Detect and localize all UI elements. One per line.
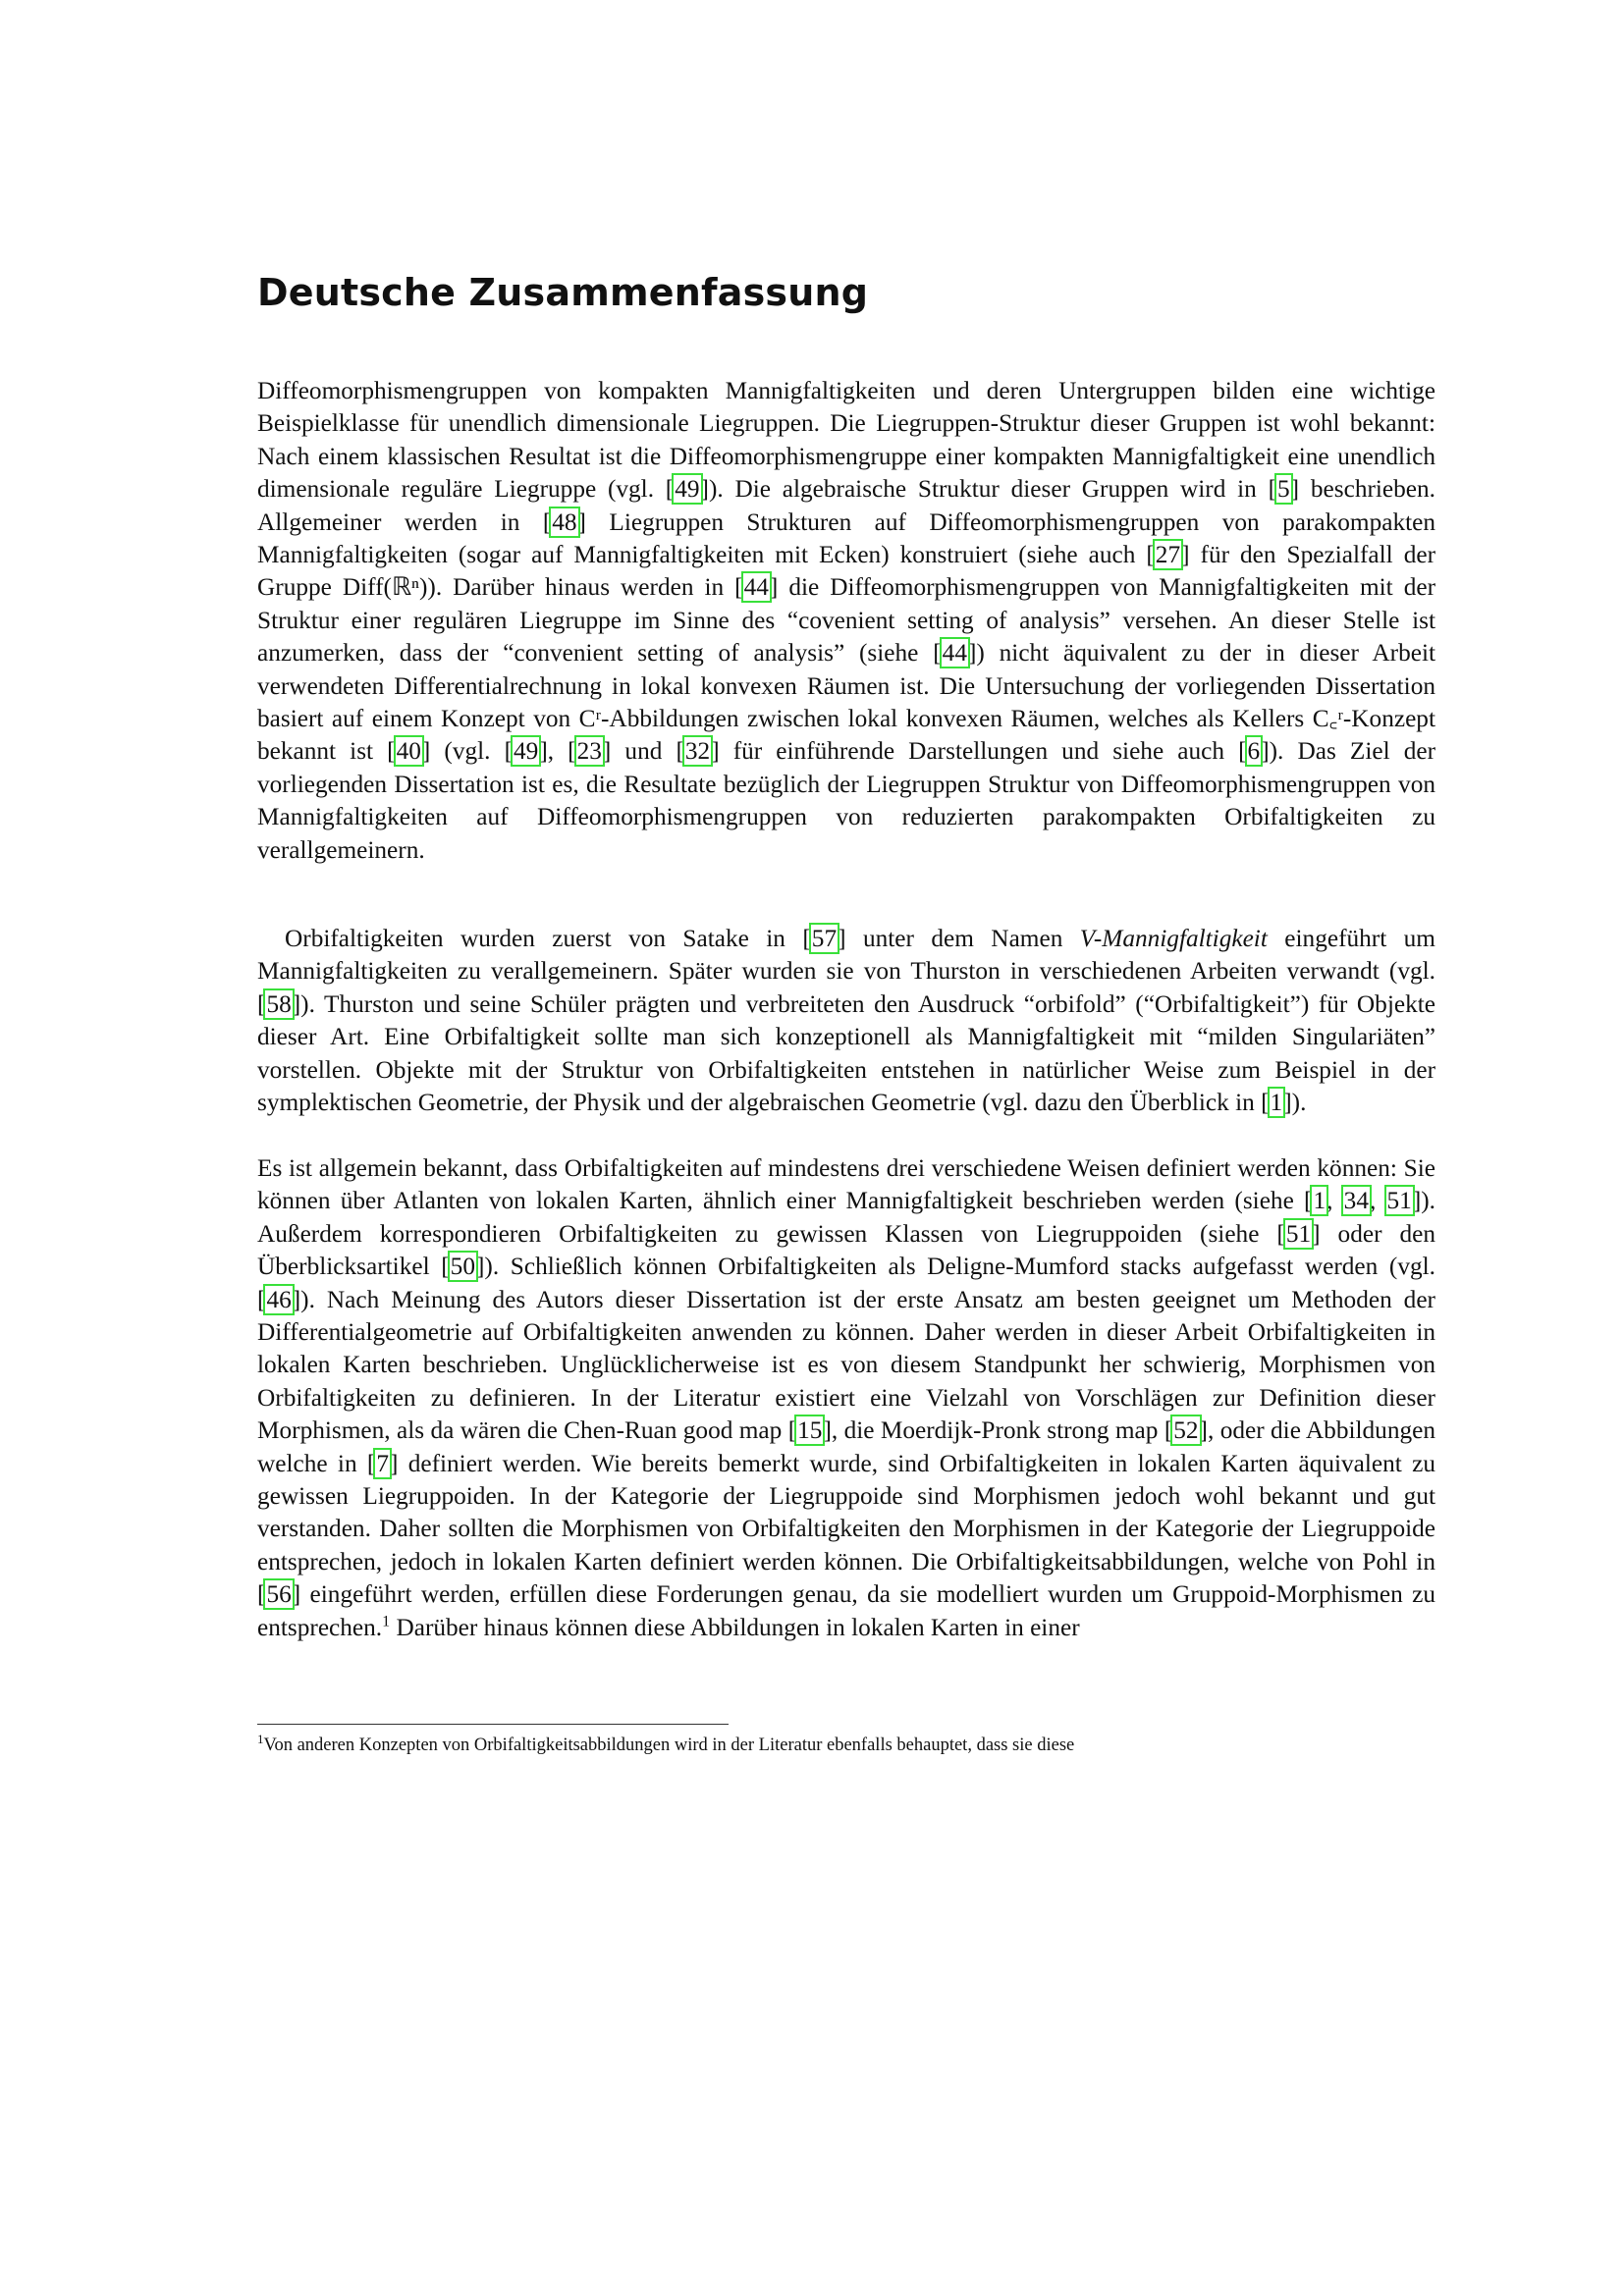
text-run: für einführende Darstellungen und siehe auch <box>719 737 1239 766</box>
text-run: die Diffeomorphismengruppen von Mannigfaltigkeiten mit der Struktur einer regulären Liegruppe im Sinne des “covenient setting of analysis” versehen. An dieser Stelle ist anzumerken, dass der “convenient setting of analysis” (siehe <box>257 573 1435 667</box>
text-run: unter dem Namen <box>845 925 1080 952</box>
text-run: ). Außerdem korrespondieren Orbifaltigkeiten zu gewissen Klassen von Liegruppoiden (siehe <box>257 1187 1435 1248</box>
citation-link[interactable]: 7 <box>376 1449 389 1477</box>
citation-link[interactable]: 40 <box>396 737 421 766</box>
text-run: ). Nach Meinung des Autors dieser Dissertation ist der erste Ansatz am besten geeignet um Methoden der Differentialgeometrie auf Orbifaltigkeiten anwenden zu können. Daher werden in dieser Arbeit Orbifaltigkeiten in lokalen Karten beschrieben. Unglücklicherweise ist es von diesem Standpunkt her schwierig, Morphismen von Orbifaltigkeiten zu definieren. In der Literatur existiert eine Vielzahl von Vorschlägen zur Definition dieser Morphismen, als da wären die Chen-Ruan good map <box>257 1285 1435 1445</box>
footnote-divider <box>257 1724 729 1725</box>
text-run: ). Die algebraische Struktur dieser Gruppen wird in <box>708 475 1269 504</box>
citation-link[interactable]: 15 <box>797 1416 823 1445</box>
paragraph-2: Orbifaltigkeiten wurden zuerst von Satake in [57] unter dem Namen V-Mannigfaltigkeit eingeführt um Mannigfaltigkeiten zu verallgemeinern. Später wurden sie von Thurston in verschiedenen Arbeiten verwandt (vgl. [58]). Thurston und seine Schüler prägten und verbreiteten den Ausdruck “orbifold” (“Orbifaltigkeit”) für Objekte dieser Art. Eine Orbifaltigkeit sollte man sich konzeptionell als Mannigfaltigkeit mit “milden Singulariäten” vorstellen. Objekte mit der Struktur von Orbifaltigkeiten entstehen in natürlicher Weise zum Beispiel in der symplektischen Geometrie, der Physik und der algebraischen Geometrie (vgl. dazu den Überblick in [1]). <box>257 925 1435 1117</box>
citation-link[interactable]: 5 <box>1277 475 1290 504</box>
text-run: ). Thurston und seine Schüler prägten und verbreiteten den Ausdruck “orbifold” (“Orbifaltigkeit”) für Objekte dieser Art. Eine Orbifaltigkeit sollte man sich konzeptionell als Mannigfaltigkeit mit “milden Singulariäten” vorstellen. Objekte mit der Struktur von Orbifaltigkeiten entstehen in natürlicher Weise zum Beispiel in der symplektischen Geometrie, der Physik und der algebraischen Geometrie (vgl. dazu den Überblick in <box>257 989 1435 1117</box>
citation-link[interactable]: 44 <box>743 573 769 602</box>
citation-link[interactable]: 34 <box>1343 1187 1369 1215</box>
citation-link[interactable]: 46 <box>266 1285 292 1313</box>
paragraph-3: Es ist allgemein bekannt, dass Orbifaltigkeiten auf mindestens drei verschiedene Weisen definiert werden können: Sie können über Atlanten von lokalen Karten, ähnlich einer Mannigfaltigkeit beschrieben werden (siehe [1, 34, 51]). Außerdem korrespondieren Orbifaltigkeiten zu gewissen Klassen von Liegruppoiden (siehe [51] oder den Überblicksartikel [50]). Schließlich können Orbifaltigkeiten als Deligne-Mumford stacks aufgefasst werden (vgl. [46]). Nach Meinung des Autors dieser Dissertation ist der erste Ansatz am besten geeignet um Methoden der Differentialgeometrie auf Orbifaltigkeiten anwenden zu können. Daher werden in dieser Arbeit Orbifaltigkeiten in lokalen Karten beschrieben. Unglücklicherweise ist es von diesem Standpunkt her schwierig, Morphismen von Orbifaltigkeiten zu definieren. In der Literatur existiert eine Vielzahl von Vorschlägen zur Definition dieser Morphismen, als da wären die Chen-Ruan good map [15], die Moerdijk-Pronk strong map [52], oder die Abbildungen welche in [7] definiert werden. Wie bereits bemerkt wurde, sind Orbifaltigkeiten in lokalen Karten äquivalent zu gewissen Liegruppoiden. In der Kategorie der Liegruppoide sind Morphismen jedoch wohl bekannt und gut verstanden. Daher sollten die Morphismen von Orbifaltigkeiten den Morphismen in der Kategorie der Liegruppoide entsprechen, jedoch in lokalen Karten definiert werden können. Die Orbifaltigkeitsabbildungen, welche von Pohl in [56] eingeführt werden, erfüllen diese Forderungen genau, da sie modelliert wurden um Gruppoid-Morphismen zu entsprechen.$^1$ Darüber hinaus können diese Abbildungen in lokalen Karten in einer <box>257 1154 1436 1641</box>
citation-link[interactable]: 23 <box>576 737 602 766</box>
text-run: ) nicht äquivalent zu der in dieser Arbeit verwendeten Differentialrechnung in lokal konvexen Räumen ist. Die Untersuchung der vorliegenden Dissertation basiert auf einem Konzept von Cʳ-Abbildungen zwischen lokal konvexen Räumen, welches als Kellers C꜀ʳ-Konzept bekannt ist <box>257 639 1435 766</box>
citation-link[interactable]: 56 <box>266 1580 292 1609</box>
text-run: beschrieben. Allgemeiner werden in <box>257 475 1435 536</box>
citation-link[interactable]: 1 <box>1313 1187 1326 1215</box>
text-run: , <box>1369 1187 1386 1215</box>
text-run: Liegruppen Strukturen auf Diffeomorphismengruppen von parakompakten Mannigfaltigkeiten (sogar auf Mannigfaltigkeiten mit Ecken) konstruiert (siehe auch <box>257 507 1435 569</box>
citation-link[interactable]: 49 <box>514 737 539 766</box>
text-run: Orbifaltigkeiten wurden zuerst von Satake in <box>285 925 803 952</box>
text-run: eingeführt um Mannigfaltigkeiten zu verallgemeinern. Später wurden sie von Thurston in verschiedenen Arbeiten verwandt (vgl. <box>257 925 1435 986</box>
citation-link[interactable]: 32 <box>684 737 711 766</box>
text-run: Diffeomorphismengruppen von kompakten Mannigfaltigkeiten und deren Untergruppen bilden eine wichtige Beispielklasse für unendlich dimensionale Liegruppen. Die Liegruppen-Struktur dieser Gruppen ist wohl bekannt: Nach einem klassischen Resultat ist die Diffeomorphismengruppe einer kompakten Mannigfaltigkeit eine unendlich dimensionale reguläre Liegruppe (vgl. <box>257 377 1435 504</box>
citation-link[interactable]: 49 <box>675 475 700 504</box>
text-run: oder den Überblicksartikel <box>257 1219 1435 1281</box>
text-run: , <box>1326 1187 1343 1215</box>
text-run: ). <box>1291 1089 1307 1117</box>
text-run: und <box>611 737 677 766</box>
footnote <box>257 1728 1435 1757</box>
citation-link[interactable]: 48 <box>552 507 577 536</box>
citation-link[interactable]: 58 <box>266 989 292 1018</box>
text-run: , <box>547 737 568 766</box>
text-run: Darüber hinaus können diese Abbildungen in lokalen Karten in einer <box>390 1613 1080 1641</box>
citation-link[interactable]: 50 <box>450 1253 475 1281</box>
citation-link[interactable]: 27 <box>1155 541 1181 569</box>
citation-link[interactable]: 52 <box>1173 1416 1199 1445</box>
text-run: für den Spezialfall der Gruppe Diff(ℝⁿ)). Darüber hinaus werden in <box>257 541 1435 602</box>
text-run: ). Das Ziel der vorliegenden Dissertation ist es, die Resultate bezüglich der Liegruppen Struktur von Diffeomorphismengruppen von Mannigfaltigkeiten auf Diffeomorphismengruppen von reduzierten parakompakten Orbifaltigkeiten zu verallgemeinern. <box>257 737 1435 864</box>
citation-link[interactable]: 44 <box>942 639 967 667</box>
footnote-number: 1 <box>257 1732 264 1746</box>
text-run: ). Schließlich können Orbifaltigkeiten als Deligne-Mumford stacks aufgefasst werden (vgl. <box>484 1253 1436 1281</box>
text-run: (vgl. <box>430 737 505 766</box>
footnote-text: Von anderen Konzepten von Orbifaltigkeitsabbildungen wird in der Literatur ebenfalls behauptet, dass sie diese <box>263 1735 1075 1756</box>
text-run: Es ist allgemein bekannt, dass Orbifaltigkeiten auf mindestens drei verschiedene Weisen definiert werden können: Sie können über Atlanten von lokalen Karten, ähnlich einer Mannigfaltigkeit beschrieben werden (siehe <box>257 1154 1435 1215</box>
paragraph-1: Diffeomorphismengruppen von kompakten Mannigfaltigkeiten und deren Untergruppen bilden eine wichtige Beispielklasse für unendlich dimensionale Liegruppen. Die Liegruppen-Struktur dieser Gruppen ist wohl bekannt: Nach einem klassischen Resultat ist die Diffeomorphismengruppe einer kompakten Mannigfaltigkeit eine unendlich dimensionale reguläre Liegruppe (vgl. [49]). Die algebraische Struktur dieser Gruppen wird in [5] beschrieben. Allgemeiner werden in [48] Liegruppen Strukturen auf Diffeomorphismengruppen von parakompakten Mannigfaltigkeiten (sogar auf Mannigfaltigkeiten mit Ecken) konstruiert (siehe auch [27] für den Spezialfall der Gruppe Diff(ℝⁿ)). Darüber hinaus werden in [44] die Diffeomorphismengruppen von Mannigfaltigkeiten mit der Struktur einer regulären Liegruppe im Sinne des “covenient setting of analysis” versehen. An dieser Stelle ist anzumerken, dass der “convenient setting of analysis” (siehe [44]) nicht äquivalent zu der in dieser Arbeit verwendeten Differentialrechnung in lokal konvexen Räumen ist. Die Untersuchung der vorliegenden Dissertation basiert auf einem Konzept von Cʳ-Abbildungen zwischen lokal konvexen Räumen, welches als Kellers C꜀ʳ-Konzept bekannt ist [40] (vgl. [49], [23] und [32] für einführende Darstellungen und siehe auch [6]). Das Ziel der vorliegenden Dissertation ist es, die Resultate bezüglich der Liegruppen Struktur von Diffeomorphismengruppen von Mannigfaltigkeiten auf Diffeomorphismengruppen von reduzierten parakompakten Orbifaltigkeiten zu verallgemeinern. <box>257 377 1435 864</box>
citation-link[interactable]: 1 <box>1270 1089 1283 1117</box>
citation-link[interactable]: 57 <box>811 925 838 952</box>
text-run: eingeführt werden, erfüllen diese Forderungen genau, da sie modelliert wurden um Gruppoid-Morphismen zu entsprechen. <box>257 1580 1435 1641</box>
section-heading: Deutsche Zusammenfassung <box>257 271 869 314</box>
text-run: , oder die Abbildungen welche in <box>257 1416 1435 1477</box>
citation-link[interactable]: 51 <box>1285 1219 1312 1248</box>
text-run: , die Moerdijk-Pronk strong map <box>831 1416 1164 1445</box>
footnote-marker[interactable]: 1 <box>382 1613 391 1630</box>
citation-link[interactable]: 6 <box>1247 737 1261 766</box>
emphasis-term: V-Mannigfaltigkeit <box>1079 925 1268 952</box>
text-run: definiert werden. Wie bereits bemerkt wurde, sind Orbifaltigkeiten in lokalen Karten äquivalent zu gewissen Liegruppoiden. In der Kategorie der Liegruppoide sind Morphismen jedoch wohl bekannt und gut verstanden. Daher sollten die Morphismen von Orbifaltigkeiten den Morphismen in der Kategorie der Liegruppoide entsprechen, jedoch in lokalen Karten definiert werden können. Die Orbifaltigkeitsabbildungen, welche von Pohl in <box>257 1449 1435 1575</box>
citation-link[interactable]: 51 <box>1386 1187 1412 1215</box>
